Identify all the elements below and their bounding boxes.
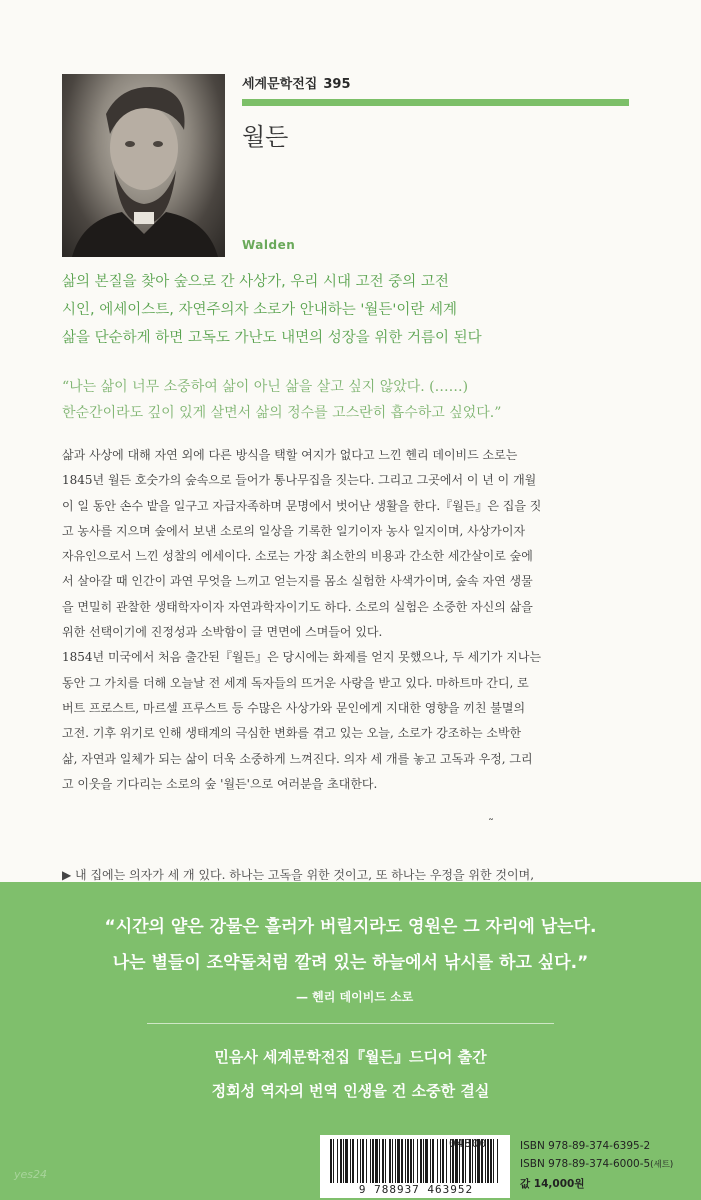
quote-author: — 헨리 데이비드 소로 bbox=[296, 990, 414, 1004]
series-name: 세계문학전집 bbox=[242, 77, 318, 92]
body-line: 이 일 동안 손수 밭을 일구고 자급자족하며 문명에서 벗어난 생활을 한다.『월든』은 집을 짓 bbox=[62, 498, 542, 513]
body-line: 자유인으로서 느낀 성찰의 에세이다. 소로는 가장 최소한의 비용과 간소한 세간살이로 숲에 bbox=[62, 549, 533, 564]
series-number: 395 bbox=[323, 77, 351, 92]
band-quote-line: “시간의 얕은 강물은 흘러가 버릴지라도 영원은 그 자리에 남는다. bbox=[104, 917, 597, 937]
pull-quote bbox=[62, 374, 642, 426]
band-quote-line: 나는 별들이 조약돌처럼 깔려 있는 하늘에서 낚시를 하고 싶다.” bbox=[112, 953, 589, 973]
body-line: 삶, 자연과 일체가 되는 삶이 더욱 소중하게 느껴진다. 의자 세 개를 놓고 고독과 우정, 그리 bbox=[62, 751, 533, 766]
lead-copy bbox=[62, 268, 642, 352]
body-line: 위한 선택이기에 진정성과 소박함이 글 면면에 스며들어 있다. bbox=[62, 625, 383, 640]
series-label bbox=[242, 73, 351, 92]
publisher-pitch: 민음사 세계문학전집『월든』드디어 출간 bbox=[214, 1048, 487, 1066]
band-divider bbox=[147, 1023, 554, 1024]
lead-line: 시인, 에세이스트, 자연주의자 소로가 안내하는 '월든'이란 세계 bbox=[62, 302, 458, 318]
watermark: yes24 bbox=[14, 1168, 48, 1181]
lead-line: 삶의 본질을 찾아 숲으로 간 사상가, 우리 시대 고전 중의 고전 bbox=[62, 274, 449, 290]
book-title: 월든 bbox=[242, 123, 289, 151]
excerpt-note: ▶ 내 집에는 의자가 세 개 있다. 하나는 고독을 위한 것이고, 또 하나는 우정을 위한 것이며, bbox=[62, 868, 535, 882]
lead-line: 삶을 단순하게 하면 고독도 가난도 내면의 성장을 위한 거름이 된다 bbox=[62, 330, 482, 346]
body-line: 동안 그 가치를 더해 오늘날 전 세계 독자들의 뜨거운 사랑을 받고 있다. 마하트마 간디, 로 bbox=[62, 675, 529, 690]
price: 값 14,000원 bbox=[520, 1178, 585, 1190]
publisher-pitch: 정회성 역자의 번역 인생을 건 소중한 결실 bbox=[211, 1082, 490, 1100]
body-line: 고 농사를 지으며 숲에서 보낸 소로의 일상을 기록한 일기이자 농사 일지이며, 사상가이자 bbox=[62, 523, 526, 538]
body-line: 고전. 기후 위기로 인해 생태계의 극심한 변화를 겪고 있는 오늘, 소로가 강조하는 소박한 bbox=[62, 726, 522, 741]
book-title-english: Walden bbox=[242, 238, 296, 252]
isbn-set-suffix: (세트) bbox=[650, 1160, 674, 1170]
quote-line: 한순간이라도 깊이 있게 살면서 삶의 정수를 고스란히 흡수하고 싶었다.” bbox=[62, 405, 502, 421]
body-line: 버트 프로스트, 마르셀 프루스트 등 수많은 사상가와 문인에게 지대한 영향을 끼친 불멸의 bbox=[62, 700, 526, 715]
body-line: 을 면밀히 관찰한 생태학자이자 자연과학자이기도 하다. 소로의 실험은 소중한 자신의 삶을 bbox=[62, 599, 533, 614]
body-line: 삶과 사상에 대해 자연 외에 다른 방식을 택할 여지가 없다고 느낀 헨리 데이비드 소로는 bbox=[62, 448, 518, 462]
title-rule bbox=[242, 99, 629, 106]
barcode-number: 9 788937 463952 bbox=[358, 1183, 474, 1196]
description-body bbox=[62, 443, 644, 797]
body-line: 1854년 미국에서 처음 출간된『월든』은 당시에는 화제를 얻지 못했으나, 두 세기가 지나는 bbox=[62, 650, 542, 665]
author-portrait bbox=[62, 74, 225, 257]
decorative-mark: ˜ bbox=[488, 817, 494, 831]
barcode-addon: 04800 bbox=[449, 1137, 488, 1150]
isbn-set bbox=[520, 1158, 673, 1170]
body-line: 1845년 월든 호숫가의 숲속으로 들어가 통나무집을 짓는다. 그리고 그곳에서 이 년 이 개월 bbox=[62, 473, 537, 488]
isbn: ISBN 978-89-374-6395-2 bbox=[520, 1140, 651, 1152]
quote-line: “나는 삶이 너무 소중하여 삶이 아닌 삶을 살고 싶지 않았다. (……) bbox=[62, 379, 469, 395]
body-line: 고 이웃을 기다리는 소로의 숲 '월든'으로 여러분을 초대한다. bbox=[62, 776, 378, 791]
body-line: 서 살아갈 때 인간이 과연 무엇을 느끼고 얻는지를 몸소 실험한 사색가이며, 숲속 자연 생물 bbox=[62, 574, 533, 589]
isbn-set-number: ISBN 978-89-374-6000-5 bbox=[520, 1158, 651, 1170]
